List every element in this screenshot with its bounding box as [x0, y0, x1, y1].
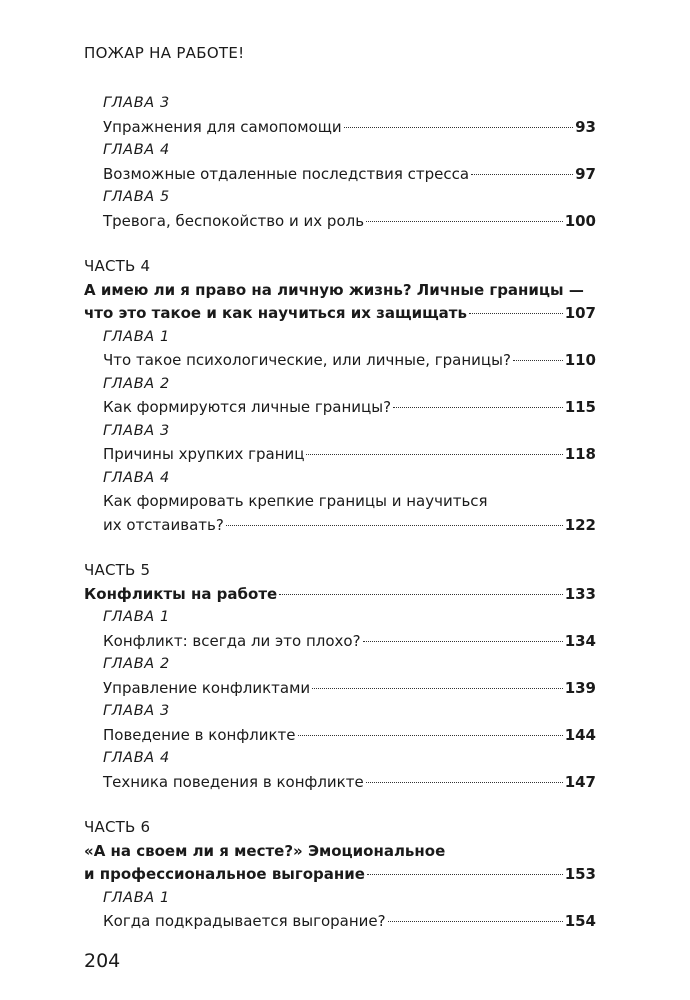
entry-title: Поведение в конфликте [103, 725, 296, 744]
entry-title: Как формировать крепкие границы и научиться [103, 492, 488, 510]
entry-page: 100 [564, 211, 596, 230]
toc-entry[interactable] [84, 302, 596, 326]
chapter-label: ГЛАВА 1 [103, 609, 170, 625]
dot-leader [226, 525, 563, 526]
toc-entry[interactable] [84, 163, 596, 187]
entry-page: 107 [564, 304, 596, 322]
part-title-text: и профессиональное выгорание [84, 865, 365, 883]
entry-title: Когда подкрадывается выгорание? [103, 912, 386, 930]
toc-entry[interactable] [84, 210, 596, 234]
dot-leader [298, 735, 563, 736]
toc-entry[interactable] [84, 396, 596, 420]
entry-page: 118 [564, 445, 596, 463]
entry-page: 139 [564, 678, 596, 697]
entry-page: 147 [564, 772, 596, 791]
entry-page: 153 [564, 865, 596, 883]
entry-page: 133 [564, 584, 596, 603]
page-number: 204 [84, 950, 121, 972]
part-section [84, 559, 596, 794]
toc-entry[interactable] [84, 443, 596, 467]
dot-leader [366, 221, 563, 222]
part-section [84, 816, 596, 934]
entry-title: Упражнения для самопомощи [103, 117, 342, 136]
toc-entry[interactable] [84, 630, 596, 654]
entry-page: 93 [575, 117, 596, 136]
part-title-text: А имею ли я право на личную жизнь? Личные границы — [84, 280, 584, 299]
entry-title-line [84, 490, 596, 514]
toc-entry[interactable] [84, 514, 596, 538]
dot-leader [306, 454, 562, 455]
running-head: ПОЖАР НА РАБОТЕ! [84, 44, 245, 62]
dot-leader [388, 921, 563, 922]
part-label: ЧАСТЬ 4 [84, 257, 151, 275]
chapter-label: ГЛАВА 5 [103, 189, 170, 205]
part-title-line [84, 279, 596, 303]
entry-title: Конфликт: всегда ли это плохо? [103, 631, 361, 650]
chapter-label: ГЛАВА 4 [103, 142, 170, 158]
dot-leader [471, 174, 573, 175]
dot-leader [469, 313, 563, 314]
entry-title: Возможные отдаленные последствия стресса [103, 164, 470, 183]
part-title-text: «А на своем ли я месте?» Эмоциональное [84, 841, 446, 860]
table-of-contents [84, 92, 596, 934]
dot-leader [344, 127, 574, 128]
chapter-label: ГЛАВА 2 [103, 656, 170, 672]
dot-leader [367, 874, 563, 875]
chapter-label: ГЛАВА 4 [103, 469, 170, 486]
part-title-text: Конфликты на работе [84, 584, 278, 603]
entry-title: Техника поведения в конфликте [103, 772, 364, 791]
part-label: ЧАСТЬ 5 [84, 561, 151, 579]
entry-title: Что такое психологические, или личные, границы? [103, 351, 511, 369]
toc-entry[interactable] [84, 583, 596, 607]
entry-page: 97 [575, 164, 596, 183]
chapter-label: ГЛАВА 3 [103, 422, 170, 439]
chapter-label: ГЛАВА 1 [103, 328, 170, 345]
chapter-label: ГЛАВА 3 [103, 703, 170, 719]
entry-page: 154 [564, 912, 596, 930]
entry-page: 110 [564, 351, 596, 369]
toc-entry[interactable] [84, 863, 596, 887]
entry-title: их отстаивать? [103, 515, 224, 534]
entry-title: Причины хрупких границ [103, 445, 305, 463]
toc-entry[interactable] [84, 910, 596, 934]
chapter-label: ГЛАВА 3 [103, 95, 170, 111]
part-label: ЧАСТЬ 6 [84, 818, 151, 836]
part-title-text: что это такое и как научиться их защищать [84, 304, 467, 322]
entry-page: 134 [564, 631, 596, 650]
chapter-label: ГЛАВА 4 [103, 750, 170, 766]
part-section [84, 255, 596, 537]
dot-leader [366, 782, 563, 783]
dot-leader [363, 641, 563, 642]
dot-leader [279, 594, 563, 595]
dot-leader [393, 407, 563, 408]
toc-entry[interactable] [84, 116, 596, 140]
entry-page: 115 [564, 398, 596, 416]
toc-entry[interactable] [84, 724, 596, 748]
entry-page: 122 [564, 515, 596, 534]
toc-entry[interactable] [84, 677, 596, 701]
entry-page: 144 [564, 725, 596, 744]
entry-title: Как формируются личные границы? [103, 398, 392, 416]
toc-entry[interactable] [84, 349, 596, 373]
chapter-label: ГЛАВА 1 [103, 889, 170, 906]
chapter-label: ГЛАВА 2 [103, 375, 170, 392]
toc-entry[interactable] [84, 771, 596, 795]
part-title-line [84, 840, 596, 864]
entry-title: Управление конфликтами [103, 678, 311, 697]
entry-title: Тревога, беспокойство и их роль [103, 211, 365, 230]
dot-leader [513, 360, 563, 361]
dot-leader [312, 688, 563, 689]
